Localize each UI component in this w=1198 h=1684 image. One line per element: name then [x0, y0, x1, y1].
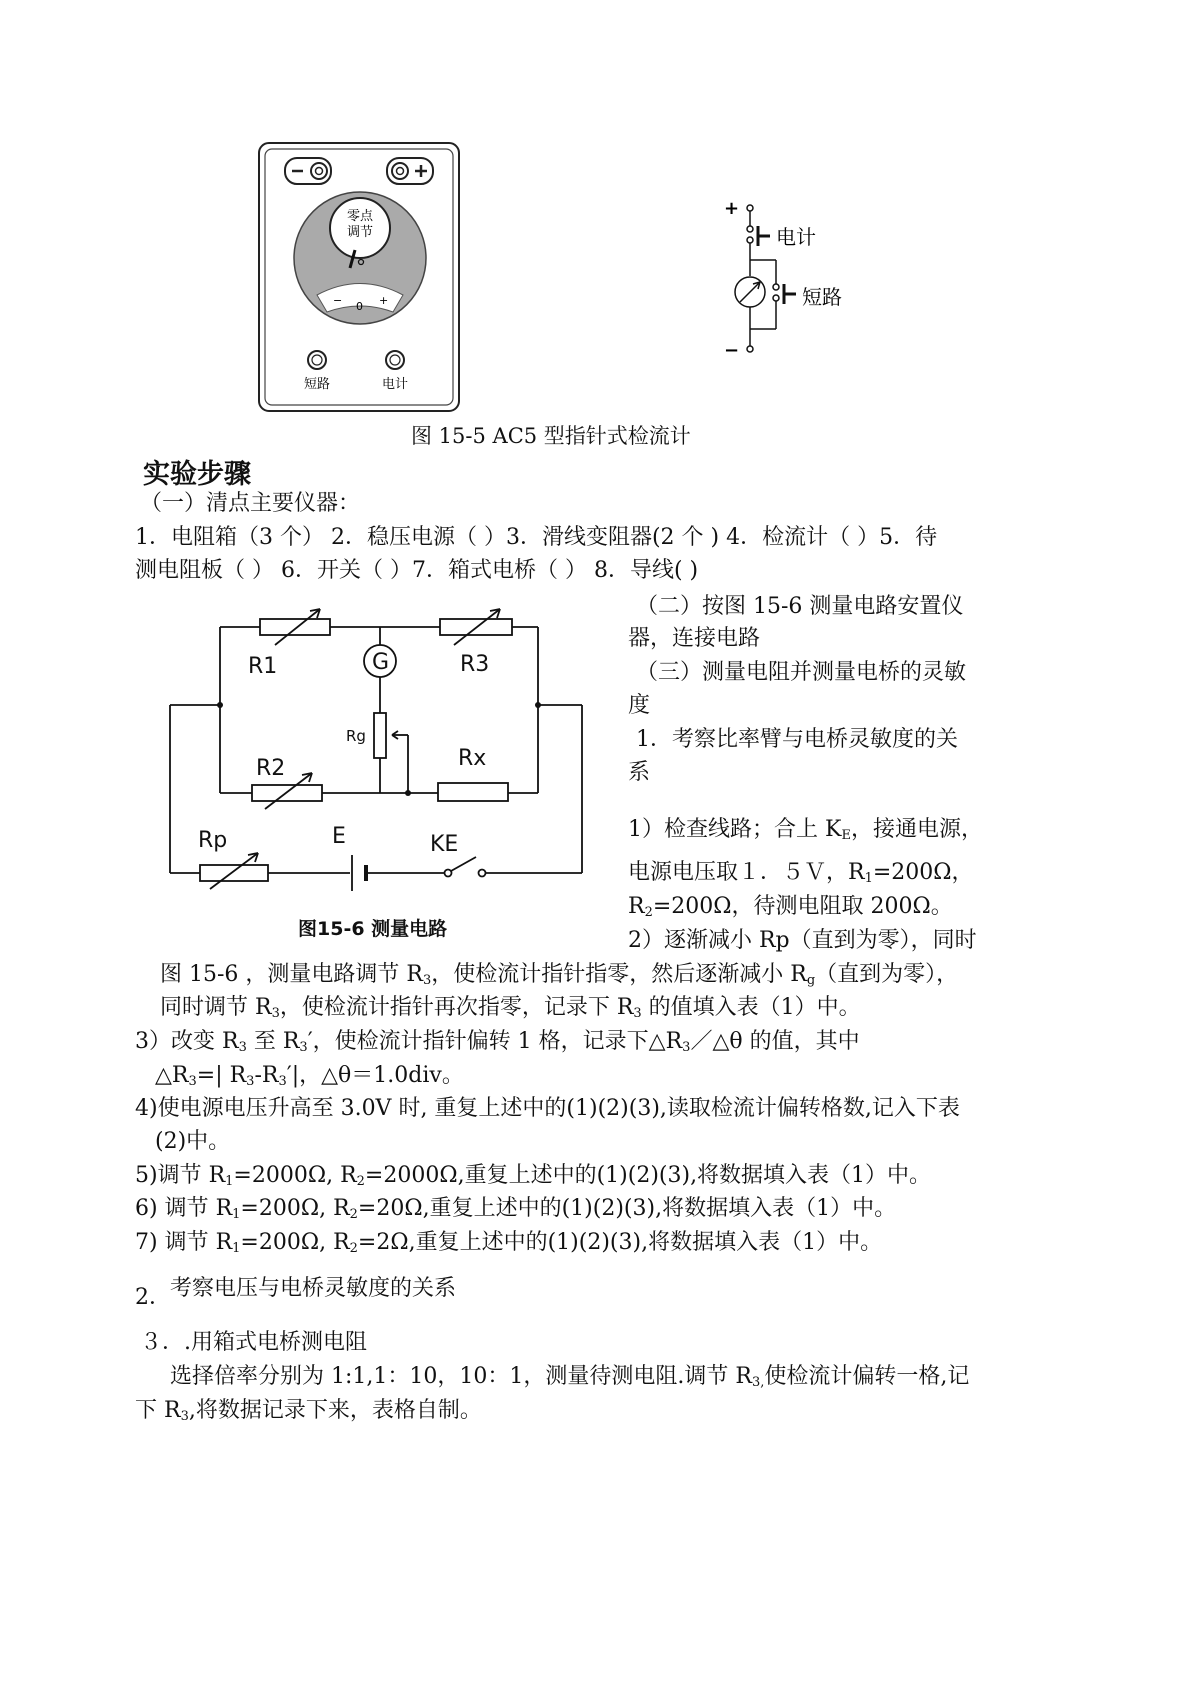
step3-line-2: $\triangle R_3=|$ $R_3-R_3'|$，△θ＝1.0div。: [155, 1063, 464, 1089]
right-line-3: （三）测量电阻并测量电桥的灵敏: [636, 660, 967, 685]
section3-title: ３．.用箱式电桥测电阻: [140, 1330, 367, 1355]
meter-key-label: 电计: [776, 225, 816, 249]
right-line-6: 系: [628, 760, 651, 785]
measurement-circuit-figure: [160, 595, 600, 945]
label-rp: Rp: [198, 828, 228, 853]
inventory-line-2: 测电阻板（ ） 6．开关（ ）7．箱式电桥（ ） 8．导线( ): [135, 558, 699, 583]
label-r1: R1: [248, 654, 278, 679]
inventory-line-1: 1．电阻箱（3 个） 2．稳压电源（ ）3．滑线变阻器(2 个 ) 4．检流计（ ）5．待: [135, 525, 938, 550]
short-key-label: 短路: [802, 285, 842, 309]
label-ke: KE: [430, 832, 459, 857]
right-line-1: （二）按图 15-6 测量电路安置仪: [636, 594, 964, 619]
step7-line: 7) 调节 $R_1=200\Omega$, $R_2=2\Omega$,重复上述中的(1)(2)(3),将数据填入表（1）中。: [135, 1230, 883, 1256]
minus-sign: −: [724, 340, 740, 361]
right-line-5: 1．考察比率臂与电桥灵敏度的关: [636, 727, 958, 752]
label-r2: R2: [256, 756, 286, 781]
section-title: 实验步骤: [143, 459, 251, 490]
right-line-8: 电源电压取１．５Ｖ，$R_1=200\Omega$，: [628, 860, 974, 886]
right-line-7: 1）检查线路；合上 $K_E$，接通电源，: [628, 817, 983, 843]
label-e: E: [332, 824, 346, 849]
right-line-10: 2）逐渐减小 Rp（直到为零），同时: [628, 928, 977, 953]
positive-terminal-icon[interactable]: [387, 158, 433, 184]
fig15-6-caption: 图15-6 测量电路: [298, 918, 448, 940]
short-circuit-button[interactable]: [308, 351, 326, 369]
step4-line-2: (2)中。: [155, 1129, 231, 1154]
zero-adjust-label-2: 调节: [346, 225, 374, 240]
meter-button-label: 电计: [381, 377, 409, 392]
negative-terminal-icon[interactable]: [285, 158, 331, 184]
fig15-5-caption: 图 15-5 AC5 型指针式检流计: [411, 424, 691, 448]
right-line-4: 度: [628, 693, 651, 718]
right-line-2: 器，连接电路: [628, 626, 761, 651]
step3-line-1: 3）改变 $R_3$ 至 $R_3'$，使检流计指针偏转 1 格，记录下$\triangle R_3/\triangle\theta$ 的值，其中: [135, 1029, 860, 1055]
short-button-label: 短路: [303, 377, 331, 392]
plus-sign: +: [724, 198, 740, 219]
step2-line-2: 同时调节 $R_3$，使检流计指针再次指零，记录下 $R_3$ 的值填入表（1）中。: [160, 995, 861, 1021]
right-line-9: $R_2=200\Omega$，待测电阻取 200Ω。: [628, 894, 953, 920]
label-rx: Rx: [458, 746, 487, 771]
meter-button[interactable]: [386, 351, 404, 369]
zero-adjust-label-1: 零点: [346, 209, 374, 224]
section2-title: 考察电压与电桥灵敏度的关系: [170, 1276, 457, 1301]
step2-line-1: 图 15-6 ，测量电路调节 $R_3$，使检流计指针指零，然后逐渐减小 $R_g$（直到为零），: [160, 962, 959, 988]
label-g: G: [372, 650, 390, 675]
label-r3: R3: [460, 652, 490, 677]
meter-key-icon: [758, 226, 770, 246]
label-rg: Rg: [346, 727, 366, 745]
galvanometer-panel-figure: [255, 140, 465, 415]
step1-title: （一）清点主要仪器：: [140, 491, 361, 516]
step4-line-1: 4)使电源电压升高至 3.0V 时, 重复上述中的(1)(2)(3),读取检流计偏转格数,记入下表: [135, 1096, 960, 1121]
section3-line-2: 下 $R_3$,将数据记录下来，表格自制。: [135, 1398, 482, 1424]
scale-plus: +: [379, 294, 389, 307]
scale-zero: 0: [356, 300, 363, 313]
step5-line: 5)调节 $R_1=2000\Omega$, $R_2=2000\Omega$,重复上述中的(1)(2)(3),将数据填入表（1）中。: [135, 1163, 932, 1189]
section3-line-1: 选择倍率分别为 1:1,1：10，10：1，测量待测电阻.调节 $R_{3,}$使检流计偏转一格,记: [170, 1364, 970, 1390]
section2-number: 2．: [135, 1285, 171, 1310]
step6-line: 6) 调节 $R_1=200\Omega$, $R_2=20\Omega$,重复上述中的(1)(2)(3),将数据填入表（1）中。: [135, 1196, 897, 1222]
scale-minus: −: [333, 294, 343, 307]
short-key-icon: [784, 284, 796, 304]
galvanometer-schematic: [720, 196, 880, 364]
